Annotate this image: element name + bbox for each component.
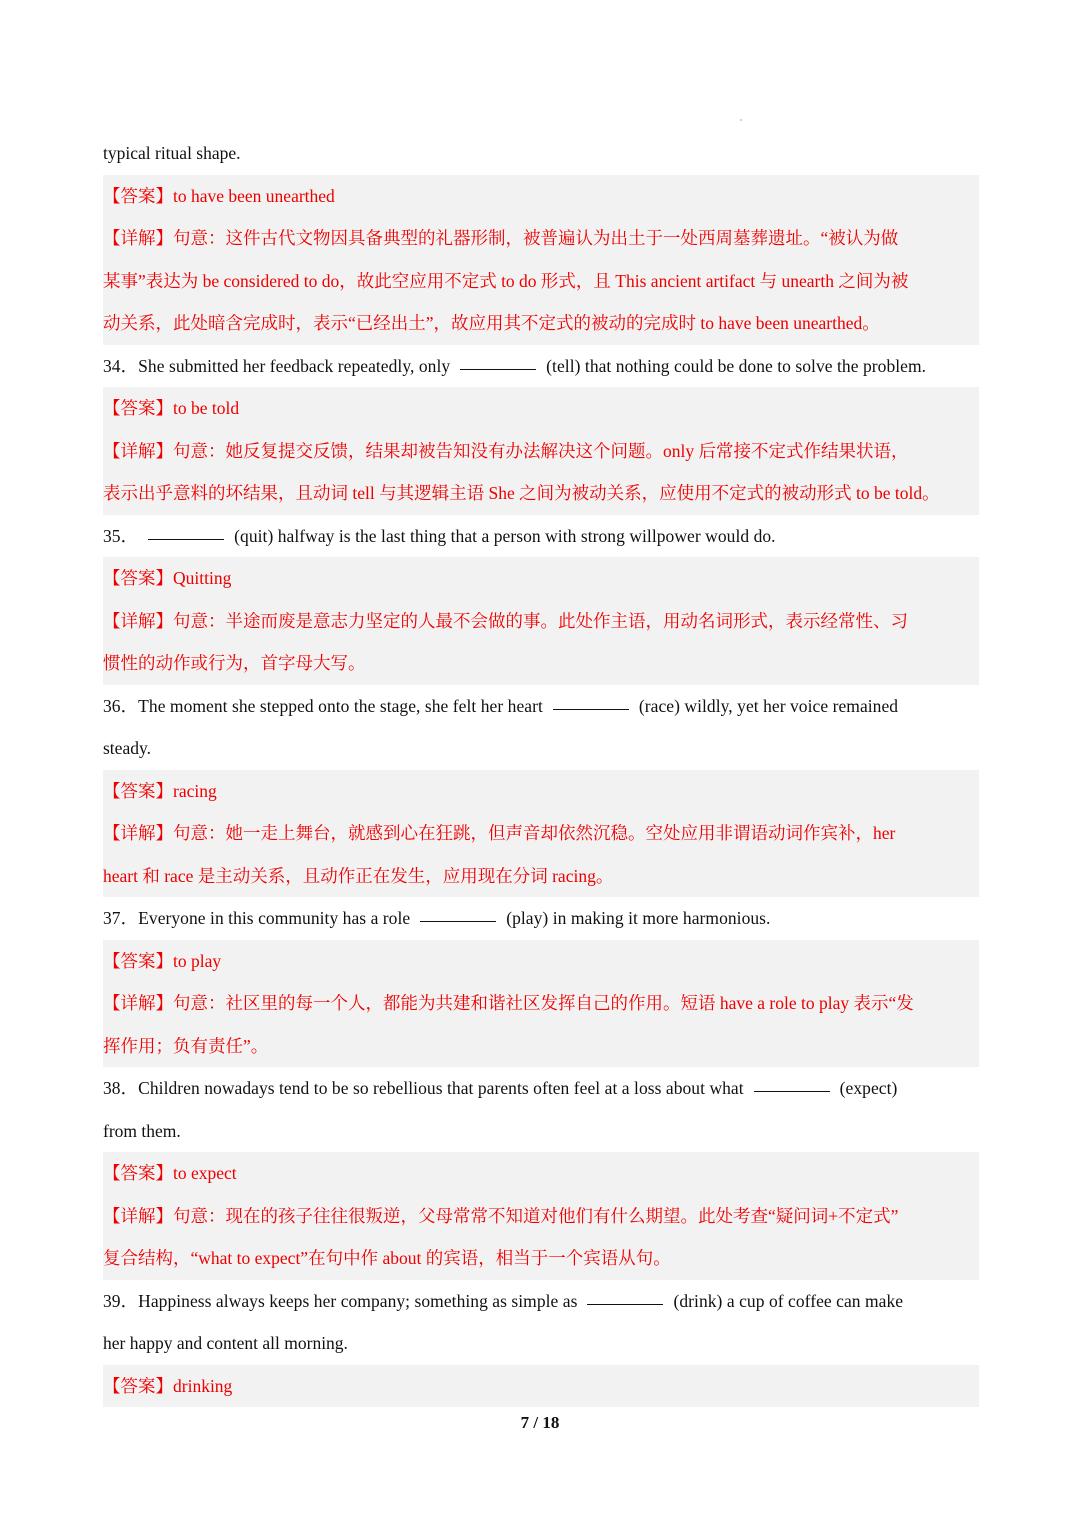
- question-34-text: 34．She submitted her feedback repeatedly, only: [103, 355, 451, 376]
- question-39-blank: [587, 1303, 663, 1305]
- page-speck: [740, 119, 742, 121]
- answer-37: 【答案】to play: [103, 950, 222, 971]
- answer-box-35: [103, 557, 979, 685]
- question-35-blank: [148, 538, 224, 540]
- explanation-37-line-2: 挥作用；负有责任”。: [103, 1035, 269, 1056]
- question-35-number: 35．: [103, 525, 139, 546]
- question-38-blank: [754, 1090, 830, 1092]
- question-39-hint: (drink) a cup of coffee can make: [673, 1290, 904, 1311]
- question-34-blank: [460, 368, 536, 370]
- answer-box-33: [103, 175, 979, 345]
- question-37-blank: [420, 920, 496, 922]
- explanation-36-line-1: 【详解】句意：她一走上舞台，就感到心在狂跳，但声音却依然沉稳。空处应用非谓语动词作宾补，her: [103, 823, 896, 843]
- explanation-36-line-2: heart 和 race 是主动关系，且动作正在发生，应用现在分词 racing。: [103, 865, 614, 886]
- answer-36: 【答案】racing: [103, 780, 217, 801]
- question-34-hint: (tell) that nothing could be done to solve the problem.: [546, 355, 927, 376]
- question-38-continuation: from them.: [103, 1120, 181, 1141]
- question-35: [103, 515, 979, 558]
- answer-38: 【答案】to expect: [103, 1163, 237, 1183]
- explanation-35-line-2: 惯性的动作或行为，首字母大写。: [103, 653, 366, 673]
- explanation-35-line-1: 【详解】句意：半途而废是意志力坚定的人最不会做的事。此处作主语，用动名词形式，表示经常性、习: [103, 610, 908, 631]
- answer-box-36: [103, 770, 979, 898]
- explanation-33-line-2: 某事”表达为 be considered to do，故此空应用不定式 to do 形式，且 This ancient artifact 与 unearth 之间为被: [103, 270, 909, 291]
- question-39-continuation: her happy and content all morning.: [103, 1333, 348, 1353]
- question-36: [103, 685, 979, 728]
- question-36-blank: [553, 708, 629, 710]
- explanation-37-line-1: 【详解】句意：社区里的每一个人，都能为共建和谐社区发挥自己的作用。短语 have a role to play 表示“发: [103, 993, 914, 1013]
- answer-box-37: [103, 940, 979, 1068]
- answer-box-34: [103, 387, 979, 515]
- explanation-33-line-1: 【详解】句意：这件古代文物因具备典型的礼器形制，被普遍认为出土于一处西周墓葬遗址。“被认为做: [103, 228, 899, 248]
- page-number: 7 / 18: [520, 1413, 560, 1432]
- question-38: [103, 1067, 979, 1110]
- question-37-text: 37．Everyone in this community has a role: [103, 908, 411, 928]
- explanation-33-line-3: 动关系，此处暗含完成时，表示“已经出土”，故应用其不定式的被动的完成时 to have been unearthed。: [103, 313, 880, 333]
- question-34: [103, 345, 979, 388]
- answer-35: 【答案】Quitting: [103, 568, 232, 588]
- answer-box-39: [103, 1365, 979, 1408]
- explanation-34-line-1: 【详解】句意：她反复提交反馈，结果却被告知没有办法解决这个问题。only 后常接不定式作结果状语，: [103, 440, 909, 461]
- page-content: [103, 132, 979, 1407]
- question-33-continuation: typical ritual shape.: [103, 143, 241, 163]
- answer-39: 【答案】drinking: [103, 1375, 233, 1396]
- explanation-38-line-2: 复合结构，“what to expect”在句中作 about 的宾语，相当于一个宾语从句。: [103, 1248, 671, 1268]
- question-36-continuation: steady.: [103, 738, 151, 758]
- question-37: [103, 897, 979, 940]
- answer-33: 【答案】to have been unearthed: [103, 185, 335, 206]
- question-36-hint: (race) wildly, yet her voice remained: [638, 695, 899, 716]
- question-38-text: 38．Children nowadays tend to be so rebellious that parents often feel at a loss about what: [103, 1078, 744, 1098]
- question-37-hint: (play) in making it more harmonious.: [506, 908, 771, 928]
- question-39-text: 39．Happiness always keeps her company; something as simple as: [103, 1290, 578, 1311]
- answer-34: 【答案】to be told: [103, 398, 240, 418]
- question-36-text: 36．The moment she stepped onto the stage, she felt her heart: [103, 695, 543, 716]
- question-39: [103, 1280, 979, 1323]
- explanation-38-line-1: 【详解】句意：现在的孩子往往很叛逆，父母常常不知道对他们有什么期望。此处考查“疑问词+不定式”: [103, 1205, 899, 1226]
- question-35-hint: (quit) halfway is the last thing that a person with strong willpower would do.: [234, 525, 776, 546]
- question-38-hint: (expect): [839, 1078, 898, 1098]
- explanation-34-line-2: 表示出乎意料的坏结果，且动词 tell 与其逻辑主语 She 之间为被动关系，应使用不定式的被动形式 to be told。: [103, 483, 940, 503]
- answer-box-38: [103, 1152, 979, 1280]
